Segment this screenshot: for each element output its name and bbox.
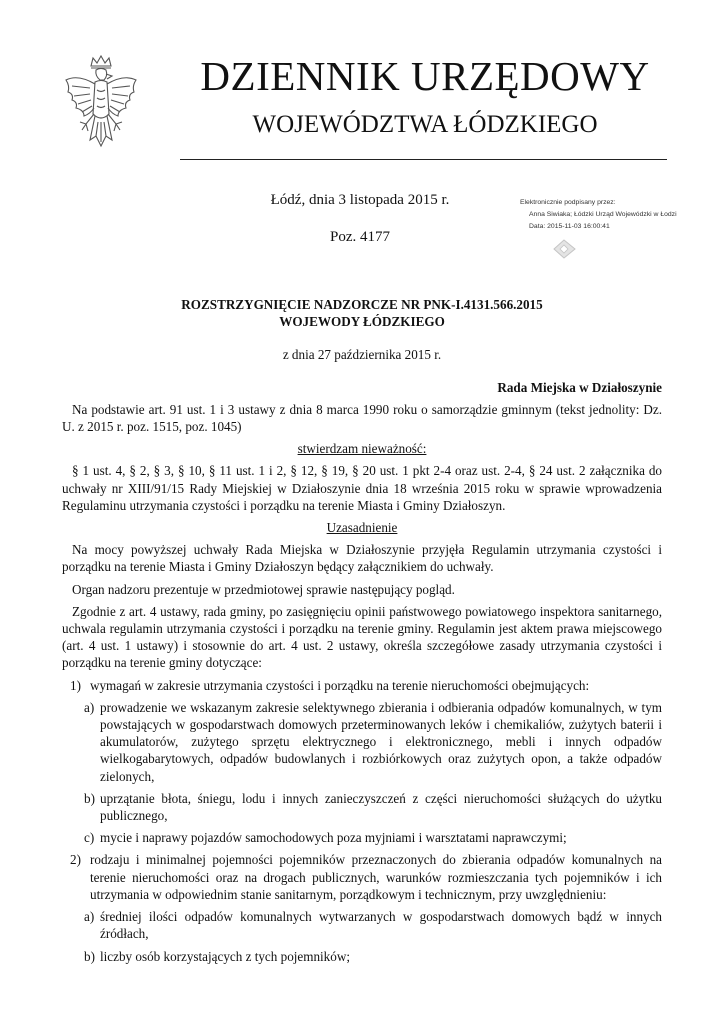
document-heading-line1: ROZSTRZYGNIĘCIE NADZORCZE NR PNK-I.4131.566.2015 (181, 297, 543, 312)
list-subitem-1a (62, 699, 662, 785)
list-subitem-2b (62, 948, 662, 965)
document-date: z dnia 27 października 2015 r. (282, 347, 442, 363)
list-subitem-2a (62, 908, 662, 942)
list-item-2 (62, 851, 662, 903)
declaration-heading (62, 440, 662, 457)
position-number: Poz. 4177 (330, 229, 390, 245)
list-item-number: 2) (70, 852, 81, 868)
list-subitem-text: uprzątanie błota, śniegu, lodu i innych zanieczyszczeń z części nieruchomości służących do użytku publicznego, (100, 790, 662, 824)
addressee: Rada Miejska w Działoszynie (497, 379, 662, 395)
journal-subtitle: WOJEWÓDZTWA ŁÓDZKIEGO (252, 111, 598, 138)
publication-place-date: Łódź, dnia 3 listopada 2015 r. (270, 192, 450, 208)
signature-date: Data: 2015-11-03 16:00:41 (529, 223, 610, 230)
declaration-heading-text: stwierdzam nieważność: (297, 441, 427, 457)
ruling-paragraph: § 1 ust. 4, § 2, § 3, § 10, § 11 ust. 1 i 2, § 12, § 19, § 20 ust. 1 pkt 2-4 oraz ust. 2-4, § 24 ust. 2 załącznika do uchwały nr XIII/91/15 Rady Miejskiej w Działoszynie dnia 18 września 2015 roku w sprawie wprowadzenia Regulaminu utrzymania czystości i porządku na terenie Miasta i Gminy Działoszyn. (62, 463, 662, 513)
list-subitem-text: średniej ilości odpadów komunalnych wytwarzanych w gospodarstwach domowych bądź w innych źródłach, (100, 909, 662, 942)
justification-paragraph-2: Organ nadzoru prezentuje w przedmiotowej sprawie następujący pogląd. (72, 581, 455, 597)
list-subitem-letter: c) (84, 830, 95, 846)
list-item-number: 1) (70, 677, 81, 693)
list-item-1 (62, 677, 662, 694)
justification-paragraph-1: Na mocy powyższej uchwały Rada Miejska w Działoszynie przyjęła Regulamin utrzymania czystości i porządku na terenie Miasta i Gminy Działoszyn będący załącznikiem do uchwały. (62, 542, 662, 575)
list-subitem-letter: a) (84, 699, 95, 715)
electronic-signature-block (520, 197, 690, 233)
signature-label: Elektronicznie podpisany przez: (520, 199, 616, 206)
list-item-text: wymagań w zakresie utrzymania czystości i porządku na terenie nieruchomości obejmujących: (90, 677, 590, 693)
justification-heading-text: Uzasadnienie (326, 520, 398, 536)
coat-of-arms-eagle-icon (60, 52, 142, 164)
list-subitem-1c (62, 829, 662, 846)
list-subitem-letter: b) (84, 948, 95, 964)
journal-title: DZIENNIK URZĘDOWY (200, 53, 650, 99)
signature-signer: Anna Siwiaka; Łódzki Urząd Wojewódzki w Łodzi (529, 211, 677, 218)
document-heading-line2: WOJEWODY ŁÓDZKIEGO (279, 314, 445, 330)
list-item-text: rodzaju i minimalnej pojemności pojemników przeznaczonych do zbierania odpadów komunalnych na terenie nieruchomości oraz na drogach publicznych, warunków rozmieszczania tych pojemników i ich utrzymania w odpowiednim stanie sanitarnym, porządkowym i technicznym, przy uwzględnieniu: (90, 852, 662, 902)
legal-basis-paragraph: Na podstawie art. 91 ust. 1 i 3 ustawy z dnia 8 marca 1990 roku o samorządzie gminnym (tekst jednolity: Dz. U. z 2015 r. poz. 1515, poz. 1045) (62, 401, 662, 435)
document-body (62, 296, 662, 965)
list-subitem-letter: b) (84, 790, 95, 806)
signature-stamp-icon (548, 237, 580, 261)
justification-heading (62, 519, 662, 536)
list-subitem-text: mycie i naprawy pojazdów samochodowych poza myjniami i warsztatami naprawczymi; (100, 830, 567, 846)
justification-paragraph-3: Zgodnie z art. 4 ustawy, rada gminy, po zasięgnięciu opinii państwowego powiatowego inspektora sanitarnego, uchwala regulamin utrzymania czystości i porządku na terenie gminy. Regulamin jest aktem prawa miejscowego (art. 4 ust. 1 ustawy) i stosownie do art. 4 ust. 2 ustawy, określa szczegółowe zasady utrzymania czystości i porządku na terenie gminy dotyczące: (62, 603, 662, 671)
list-subitem-text: liczby osób korzystających z tych pojemników; (100, 948, 350, 964)
list-subitem-text: prowadzenie we wskazanym zakresie selektywnego zbierania i odbierania odpadów komunalnych, w tym powstających w gospodarstwach domowych przeterminowanych leków i chemikaliów, zużytych baterii i akumulatorów, zużytego sprzętu elektrycznego i elektronicznego, mebli i innych odpadów wielkogabarytowych, odpadów budowlanych i rozbiórkowych oraz zużytych opon, a także odpadów zielonych, (100, 699, 662, 784)
header-divider (180, 159, 667, 160)
list-subitem-letter: a) (84, 909, 95, 925)
list-subitem-1b (62, 790, 662, 824)
